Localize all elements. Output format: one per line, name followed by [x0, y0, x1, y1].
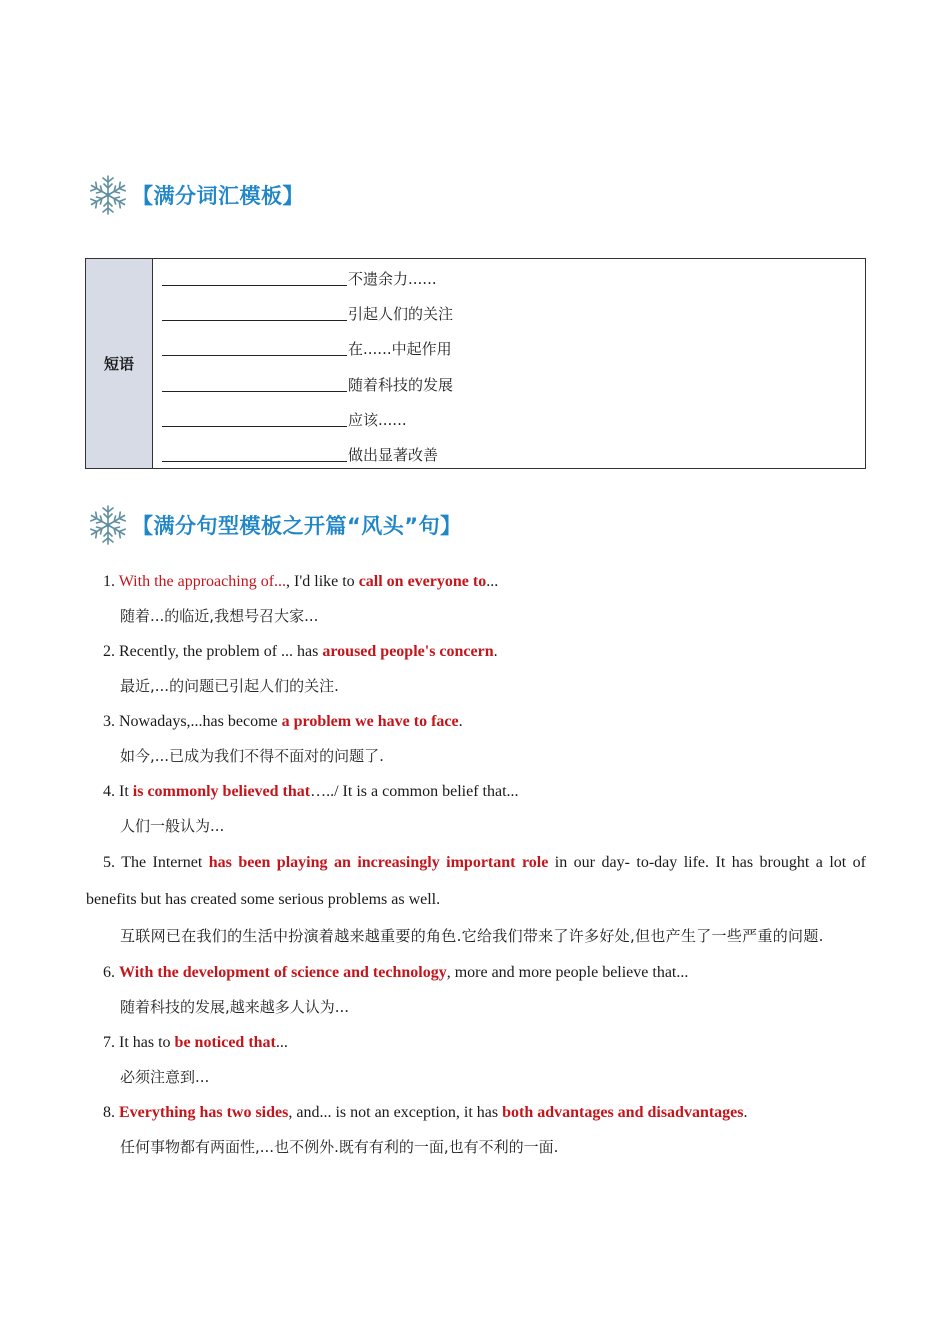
phrase-row	[162, 437, 865, 472]
sentence-6: 6. With the development of science and technology, more and more people believe that...	[103, 964, 689, 981]
sentence-8-translation: 任何事物都有两面性,...也不例外.既有有利的一面,也有不利的一面.	[120, 1138, 559, 1156]
phrase-row	[162, 296, 865, 331]
sentence-4: 4. It is commonly believed that…../ It is a common belief that...	[103, 783, 519, 800]
sentence-5-translation: 互联网已在我们的生活中扮演着越来越重要的角色.它给我们带来了许多好处,但也产生了一些严重的问题.	[120, 927, 824, 945]
sentence-7-translation: 必须注意到...	[120, 1068, 210, 1086]
sentence-3: 3. Nowadays,...has become a problem we have to face.	[103, 713, 463, 730]
section-heading-vocabulary	[86, 172, 304, 218]
phrase-row	[162, 261, 865, 296]
fill-in-blank[interactable]	[162, 447, 347, 462]
fill-in-blank[interactable]	[162, 377, 347, 392]
sentence-6-translation: 随着科技的发展,越来越多人认为...	[120, 998, 350, 1016]
sentence-2: 2. Recently, the problem of ... has aroused people's concern.	[103, 643, 498, 660]
fill-in-blank[interactable]	[162, 341, 347, 356]
phrase-list	[153, 259, 865, 468]
section-title: 【满分词汇模板】	[132, 184, 304, 208]
phrase-meaning: 在......中起作用	[348, 340, 452, 359]
phrase-meaning: 引起人们的关注	[348, 305, 454, 324]
sentence-8: 8. Everything has two sides, and... is not an exception, it has both advantages and disadvantages.	[103, 1104, 748, 1121]
section-title: 【满分句型模板之开篇“风头”句】	[132, 514, 462, 538]
phrase-meaning: 不遗余力......	[348, 270, 437, 289]
sentence-5: 5. The Internet has been playing an increasingly important role in our day- to-day life. It has brought a lot of benefits but has created some serious problems as well.	[86, 854, 867, 908]
snowflake-icon	[86, 173, 130, 217]
phrase-row	[162, 331, 865, 366]
fill-in-blank[interactable]	[162, 306, 347, 321]
sentence-7: 7. It has to be noticed that...	[103, 1034, 288, 1051]
phrase-meaning: 随着科技的发展	[348, 375, 454, 394]
table-label: 短语	[86, 259, 153, 468]
sentence-1: 1. With the approaching of..., I'd like to call on everyone to...	[103, 573, 499, 590]
phrase-meaning: 应该......	[348, 410, 407, 429]
phrase-meaning: 做出显著改善	[348, 446, 439, 465]
fill-in-blank[interactable]	[162, 271, 347, 286]
sentence-2-translation: 最近,...的问题已引起人们的关注.	[120, 677, 339, 695]
sentence-3-translation: 如今,...已成为我们不得不面对的问题了.	[120, 747, 384, 765]
vocabulary-table	[85, 258, 866, 469]
phrase-row	[162, 402, 865, 437]
fill-in-blank[interactable]	[162, 412, 347, 427]
phrase-row	[162, 367, 865, 402]
sentence-4-translation: 人们一般认为...	[120, 817, 225, 835]
sentence-list	[86, 564, 866, 1165]
section-heading-sentences	[86, 502, 462, 548]
snowflake-icon	[86, 503, 130, 547]
sentence-1-translation: 随着...的临近,我想号召大家...	[120, 607, 319, 625]
